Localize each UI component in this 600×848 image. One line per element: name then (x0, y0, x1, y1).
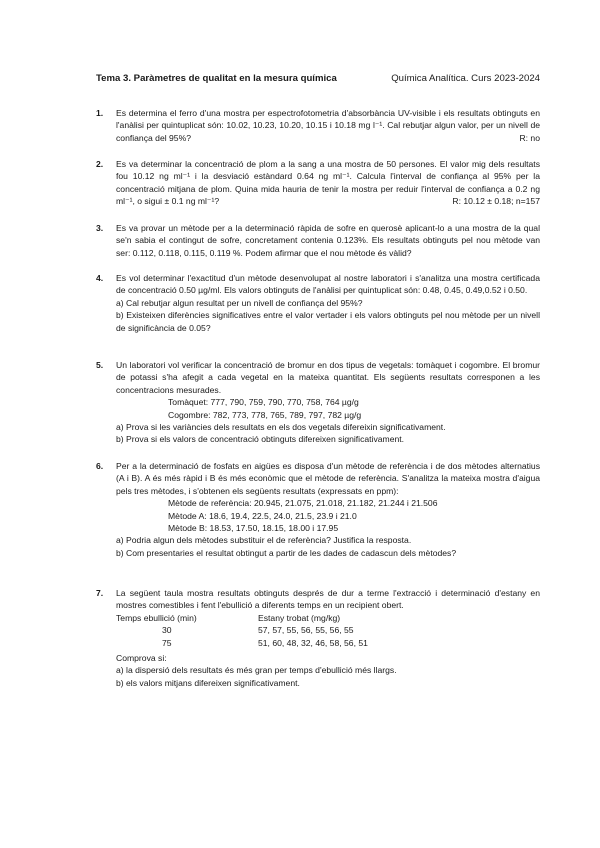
results-table (116, 612, 368, 649)
question-text: Un laboratori vol verificar la concentració de bromur en dos tipus de vegetals: tomàquet i cogombre. El bromur de potassi s'ha afegit a cada vegetal en la mateixa quantitat. Els següents resultats corresponen a les concentracions mesurades. (116, 360, 540, 395)
table-row (116, 624, 368, 636)
cell-time: 30 (162, 625, 172, 636)
question-text: Es va determinar la concentració de plom a la sang a una mostra de 50 persones. El valor mig dels resultats fou 10.12 ng ml⁻¹ i la desviació estàndard 0.64 ng ml⁻¹. Calcula l'interval de confiança al 95% per la concentració mitjana de plom. Quina mida hauria de tenir la mostra per reduir l'interval de confiança a 0.2 ng ml⁻¹, o sigui ± 0.1 ng ml⁻¹? (116, 159, 540, 207)
question-number: 4. (96, 273, 104, 283)
question-5 (96, 359, 540, 446)
table-row (116, 637, 368, 649)
question-6 (96, 460, 540, 559)
question-number: 6. (96, 461, 104, 471)
subquestion-a: a) Prova si les variàncies dels resultats en els dos vegetals difereixin significativament. (116, 422, 446, 433)
question-number: 1. (96, 108, 104, 118)
document-header (96, 73, 540, 85)
tomato-data: Tomàquet: 777, 790, 759, 790, 770, 758, 764 µg/g (168, 397, 359, 408)
subquestion-b: b) Com presentaries el resultat obtingut a partir de les dades de cadascun dels mètodes? (116, 547, 457, 558)
question-number: 7. (96, 588, 104, 598)
answer: R: 10.12 ± 0.18; n=157 (452, 196, 540, 207)
question-2 (96, 158, 540, 208)
column-header-tin: Estany trobat (mg/kg) (258, 612, 341, 623)
subquestion-b: b) els valors mitjans difereixen significativament. (116, 677, 300, 688)
subquestion-a: a) Podria algun dels mètodes substituir el de referència? Justifica la resposta. (116, 535, 412, 546)
question-number: 3. (96, 223, 104, 233)
question-text: Per a la determinació de fosfats en aigües es disposa d'un mètode de referència i de dos mètodes alternatius (A i B). A és més ràpid i B és més econòmic que el mètode de referència. S'analitza la mateixa mostra d'aigua pels tres mètodes, i s'obtenen els següents resultats (expressats en ppm): (116, 461, 540, 496)
question-4 (96, 272, 540, 334)
table-header-row (116, 612, 368, 624)
question-text: Es va provar un mètode per a la determinació ràpida de sofre en querosè aplicant-lo a una mostra de la qual se'n sabia el contingut de sofre, concretament contenia 0.123%. Els resultats obtinguts pel nou mètode van ser: 0.112, 0.118, 0.115, 0.119 %. Podem afirmar que el nou mètode és vàlid? (116, 223, 540, 258)
question-text: Es determina el ferro d'una mostra per espectrofotometria d'absorbància UV-visible i els resultats obtinguts en l'anàlisi per quintuplicat són: 10.02, 10.23, 10.20, 10.15 i 10.18 mg l⁻¹. Cal rebutjar algun valor, per un nivell de confiança del 95%? (116, 108, 540, 143)
subquestion-a: a) Cal rebutjar algun resultat per un nivell de confiança del 95%? (116, 297, 363, 308)
question-1 (96, 107, 540, 144)
question-text: La següent taula mostra resultats obtinguts després de dur a terme l'extracció i determinació d'estany en mostres comestibles i fent l'ebullició a diferents temps en un recipient obert. (116, 588, 540, 611)
cucumber-data: Cogombre: 782, 773, 778, 765, 789, 797, 782 µg/g (168, 409, 362, 420)
method-a-data: Mètode A: 18.6, 19.4, 22.5, 24.0, 21.5, 23.9 i 21.0 (168, 510, 357, 521)
question-text: Es vol determinar l'exactitud d'un mètode desenvolupat al nostre laboratori i s'analitza una mostra certificada de concentració 0.50 µg/ml. Els valors obtinguts de l'anàlisi per quintuplicat són: 0.48, 0.45, 0.49,0.52 i 0.50. (116, 273, 540, 296)
column-header-time: Temps ebullició (min) (116, 612, 197, 623)
question-number: 5. (96, 360, 104, 370)
cell-values: 51, 60, 48, 32, 46, 58, 56, 51 (258, 637, 368, 648)
check-label: Comprova si: (116, 653, 167, 664)
reference-method-data: Mètode de referència: 20.945, 21.075, 21.018, 21.182, 21.244 i 21.506 (168, 498, 438, 509)
subquestion-b: b) Existeixen diferències significatives entre el valor vertader i els valors obtinguts pel nou mètode per un nivell de significància de 0.05? (116, 310, 540, 333)
answer: R: no (519, 132, 540, 143)
question-7 (96, 587, 540, 689)
subquestion-a: a) la dispersió dels resultats és més gran per temps d'ebullició més llargs. (116, 665, 397, 676)
cell-values: 57, 57, 55, 56, 55, 56, 55 (258, 625, 354, 636)
question-number: 2. (96, 159, 104, 169)
method-b-data: Mètode B: 18.53, 17.50, 18.15, 18.00 i 17.95 (168, 523, 339, 534)
cell-time: 75 (162, 637, 172, 648)
subquestion-b: b) Prova si els valors de concentració obtinguts difereixen significativament. (116, 434, 405, 445)
page-title: Tema 3. Paràmetres de qualitat en la mesura química (96, 73, 337, 84)
course-label: Química Analítica. Curs 2023-2024 (391, 73, 540, 84)
question-3 (96, 222, 540, 259)
